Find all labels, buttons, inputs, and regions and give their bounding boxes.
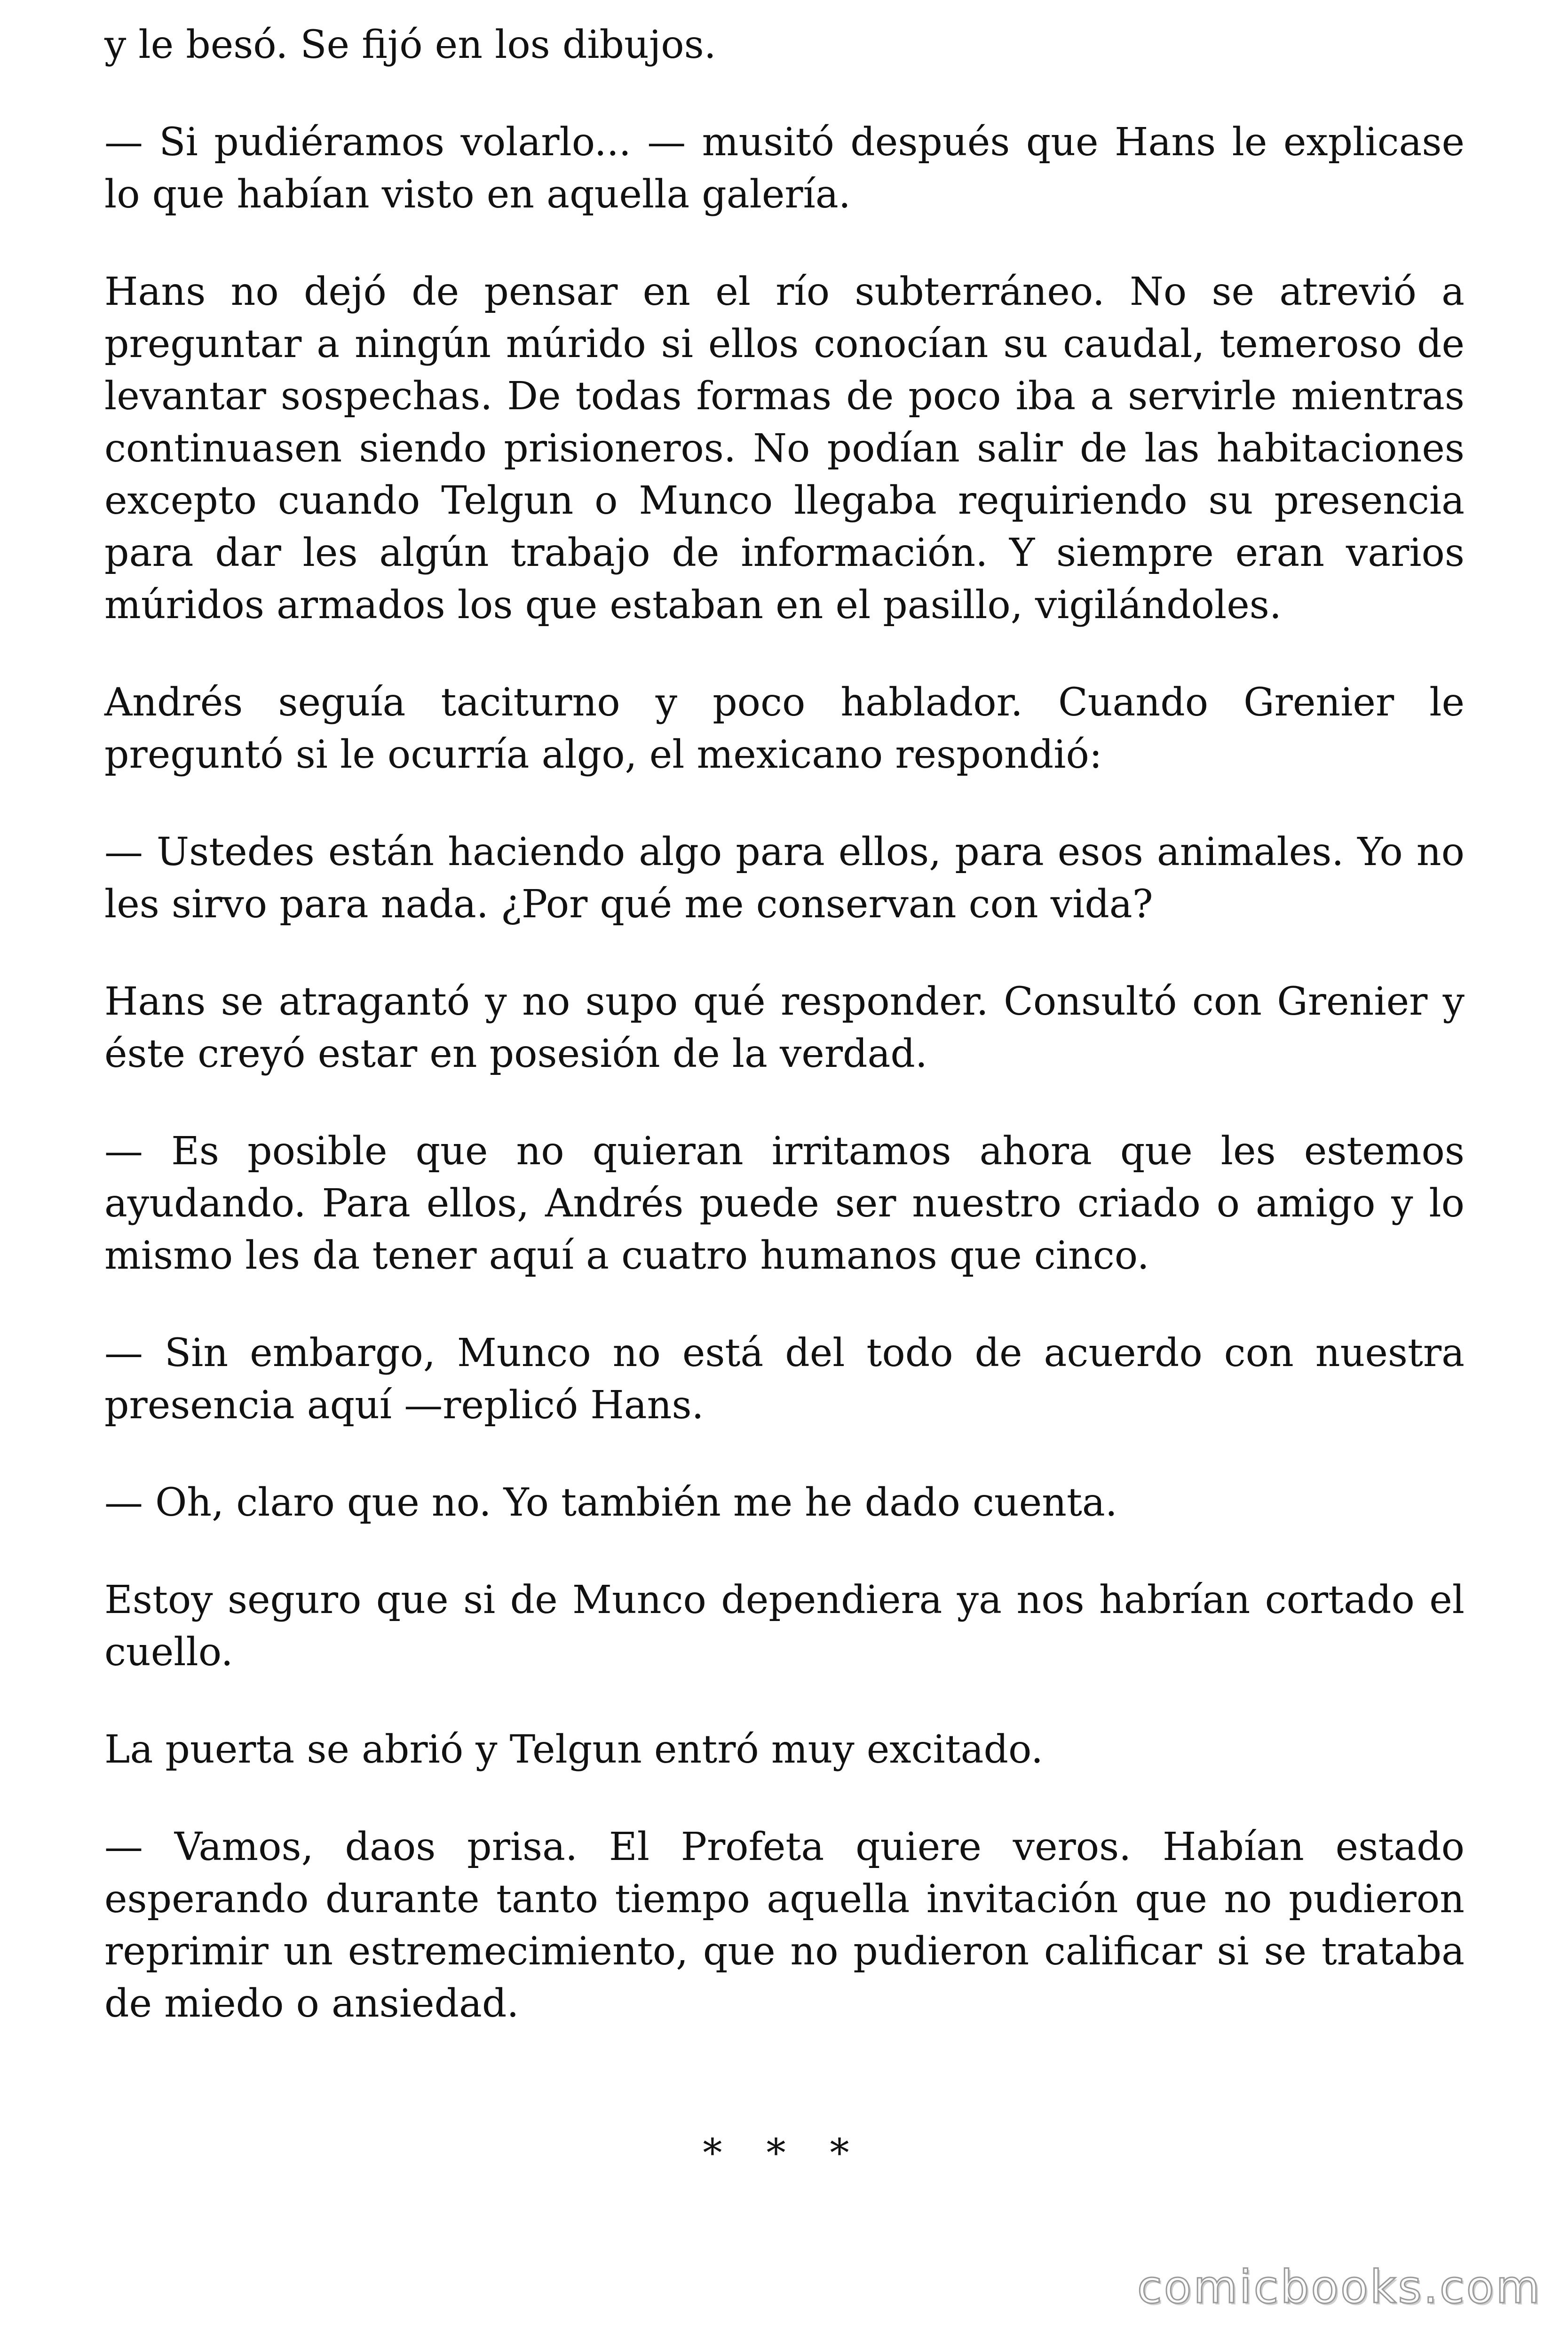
paragraph: Estoy seguro que si de Munco dependiera ya nos habrían cortado el cuello. [104, 1578, 1465, 1675]
page-body [104, 19, 1465, 2075]
paragraph: — Si pudiéramos volarlo... — musitó después que Hans le explicase lo que habían visto en aquella galería. [104, 120, 1465, 217]
paragraph: — Sin embargo, Munco no está del todo de acuerdo con nuestra presencia aquí —replicó Hans. [104, 1331, 1465, 1428]
paragraph: y le besó. Se fijó en los dibujos. [104, 23, 716, 67]
watermark: comicbooks.com [1137, 2261, 1542, 2313]
paragraph: Hans se atragantó y no supo qué responder. Consultó con Grenier y éste creyó estar en posesión de la verdad. [104, 979, 1465, 1076]
paragraph: — Oh, claro que no. Yo también me he dado cuenta. [104, 1480, 1117, 1525]
paragraph: Hans no dejó de pensar en el río subterráneo. No se atrevió a preguntar a ningún múrido si ellos conocían su caudal, temeroso de levantar sospechas. De todas formas de poco iba a servirle mientras continuasen siendo prisioneros. No podían salir de las habitaciones excepto cuando Telgun o Munco llegaba requiriendo su presencia para dar les algún trabajo de información. Y siempre eran varios múridos armados los que estaban en el pasillo, vigilándoles. [104, 270, 1465, 628]
paragraph: — Vamos, daos prisa. El Profeta quiere veros. Habían estado esperando durante tanto tiempo aquella invitación que no pudieron reprimir un estremecimiento, que no pudieron calificar si se trataba de miedo o ansiedad. [104, 1825, 1465, 2026]
paragraph: — Es posible que no quieran irritamos ahora que les estemos ayudando. Para ellos, Andrés puede ser nuestro criado o amigo y lo mismo les da tener aquí a cuatro humanos que cinco. [104, 1129, 1465, 1278]
paragraph: La puerta se abrió y Telgun entró muy excitado. [104, 1727, 1044, 1772]
paragraph: — Ustedes están haciendo algo para ellos, para esos animales. Yo no les sirvo para nada. ¿Por qué me conservan con vida? [104, 830, 1465, 927]
paragraph: Andrés seguía taciturno y poco hablador. Cuando Grenier le preguntó si le ocurría algo, el mexicano respondió: [104, 680, 1465, 777]
section-separator: * * * [703, 2131, 865, 2176]
